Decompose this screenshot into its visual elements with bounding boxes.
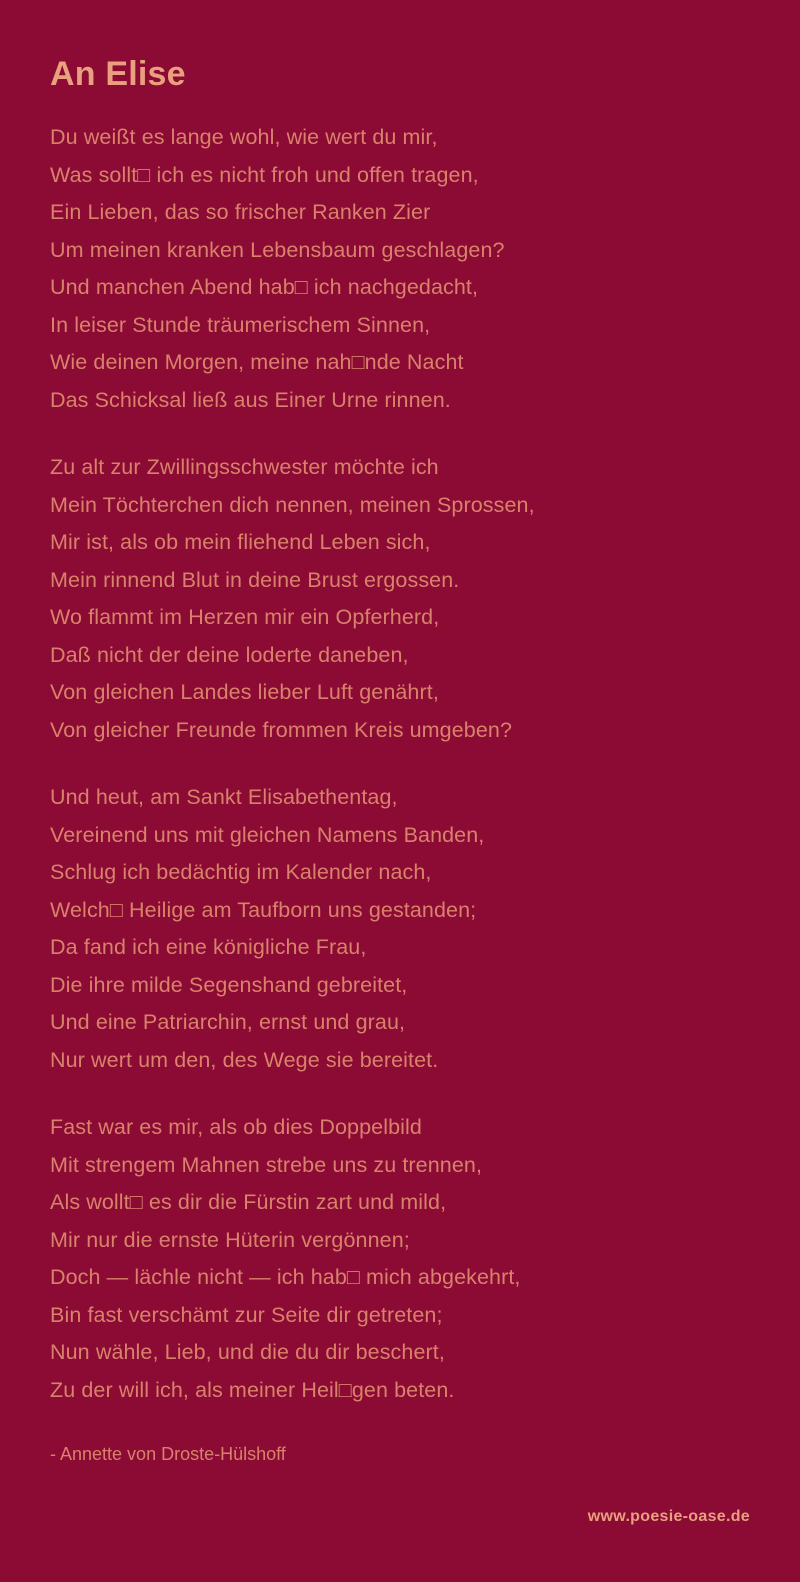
poem-line: Zu alt zur Zwillingsschwester möchte ich (50, 455, 439, 480)
poem-line: Doch — lächle nicht — ich hab□ mich abgekehrt, (50, 1265, 521, 1290)
poem-line: In leiser Stunde träumerischem Sinnen, (50, 312, 431, 337)
poem-line: Mir nur die ernste Hüterin vergönnen; (50, 1227, 410, 1252)
poem-line: Ein Lieben, das so frischer Ranken Zier (50, 200, 431, 225)
poem-line: Daß nicht der deine loderte daneben, (50, 642, 409, 667)
poem-line: Da fand ich eine königliche Frau, (50, 935, 367, 960)
poem-line: Von gleichen Landes lieber Luft genährt, (50, 680, 439, 705)
poem-line: Und eine Patriarchin, ernst und grau, (50, 1010, 406, 1035)
poem-author: - Annette von Droste-Hülshoff (50, 1444, 286, 1465)
stanza (50, 779, 750, 1079)
poem-line: Nun wähle, Lieb, und die du dir beschert, (50, 1340, 445, 1365)
poem-line: Und manchen Abend hab□ ich nachgedacht, (50, 275, 479, 300)
poem-line: Zu der will ich, als meiner Heil□gen beten. (50, 1377, 455, 1402)
poem-line: Mein Töchterchen dich nennen, meinen Sprossen, (50, 492, 535, 517)
poem-body (50, 119, 750, 1409)
poem-line: Mit strengem Mahnen strebe uns zu trennen, (50, 1152, 483, 1177)
page-title: An Elise (50, 55, 186, 93)
stanza (50, 449, 750, 749)
poem-line: Bin fast verschämt zur Seite dir getreten; (50, 1302, 443, 1327)
poem-line: Wie deinen Morgen, meine nah□nde Nacht (50, 350, 464, 375)
poem-line: Fast war es mir, als ob dies Doppelbild (50, 1115, 422, 1140)
poem-line: Mein rinnend Blut in deine Brust ergossen. (50, 567, 460, 592)
poem-line: Vereinend uns mit gleichen Namens Banden, (50, 822, 485, 847)
poem-line: Mir ist, als ob mein fliehend Leben sich, (50, 530, 431, 555)
poem-line: Welch□ Heilige am Taufborn uns gestanden; (50, 897, 477, 922)
stanza (50, 119, 750, 419)
poem-line: Und heut, am Sankt Elisabethentag, (50, 785, 398, 810)
stanza (50, 1109, 750, 1409)
site-url: www.poesie-oase.de (587, 1508, 750, 1525)
poem-line: Um meinen kranken Lebensbaum geschlagen? (50, 237, 505, 262)
poem-line: Wo flammt im Herzen mir ein Opferherd, (50, 605, 440, 630)
poem-line: Das Schicksal ließ aus Einer Urne rinnen. (50, 387, 451, 412)
poem-line: Was sollt□ ich es nicht froh und offen tragen, (50, 162, 479, 187)
poem-line: Die ihre milde Segenshand gebreitet, (50, 972, 408, 997)
poem-line: Als wollt□ es dir die Fürstin zart und mild, (50, 1190, 447, 1215)
poem-line: Nur wert um den, des Wege sie bereitet. (50, 1047, 439, 1072)
poem-line: Schlug ich bedächtig im Kalender nach, (50, 860, 432, 885)
poem-line: Von gleicher Freunde frommen Kreis umgeben? (50, 717, 513, 742)
poem-line: Du weißt es lange wohl, wie wert du mir, (50, 125, 438, 150)
